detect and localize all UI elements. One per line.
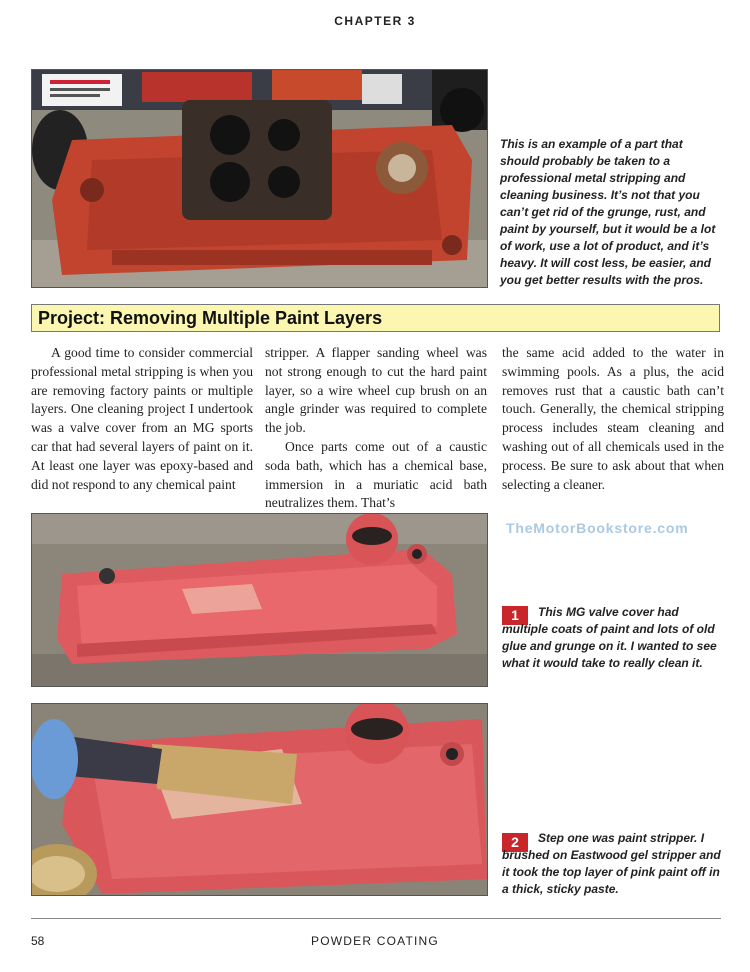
body-column-1 bbox=[31, 344, 253, 494]
paragraph: the same acid added to the water in swimming pools. As a plus, the acid removes rust that a caustic bath can’t touch. Generally, the chemical stripping process includes steam cleaning and washing out of all chemicals used in the process. Be sure to ask about that when selecting a cleaner. bbox=[502, 345, 724, 492]
figure-number-badge: 1 bbox=[502, 606, 528, 625]
section-banner bbox=[31, 304, 720, 332]
body-column-2 bbox=[265, 344, 487, 513]
figure-caption-text: This MG valve cover had multiple coats of paint and lots of old glue and grunge on it. I wanted to see what it would take to really clean it. bbox=[502, 605, 717, 670]
body-column-3 bbox=[502, 344, 724, 494]
photo-caption: This is an example of a part that should probably be taken to a professional metal stripping and cleaning business. It’s not that you can’t get rid of the grunge, rust, and paint by yourself, but it would be a lot of work, use a lot of product, and it’s heavy. It will cost less, be easier, and you get better results with the pros. bbox=[500, 137, 716, 287]
paragraph: A good time to consider commercial professional metal stripping is when you are removing factory paints or multiple layers. One cleaning project I undertook was a valve cover from an MG sports car that had several layers of paint on it. At least one layer was epoxy-based and did not respond to any chemical paint bbox=[31, 345, 253, 492]
book-title: POWDER COATING bbox=[311, 934, 439, 948]
footer-rule bbox=[31, 918, 721, 919]
figure-caption bbox=[502, 604, 722, 672]
intake-manifold-photo bbox=[31, 69, 488, 288]
figure-caption bbox=[502, 830, 722, 898]
section-title: Project: Removing Multiple Paint Layers bbox=[38, 308, 383, 328]
figure-caption-text: Step one was paint stripper. I brushed on Eastwood gel stripper and it took the top layer of pink paint off in a thick, sticky paste. bbox=[502, 831, 721, 896]
page-number: 58 bbox=[31, 934, 45, 948]
paint-stripper-photo bbox=[31, 703, 488, 896]
valve-cover-photo bbox=[31, 513, 488, 687]
figure-number-badge: 2 bbox=[502, 833, 528, 852]
chapter-header: CHAPTER 3 bbox=[334, 14, 416, 28]
watermark: TheMotorBookstore.com bbox=[506, 520, 689, 536]
paragraph: Once parts come out of a caustic soda bath, which has a chemical base, immersion in a muriatic acid bath neutralizes them. That’s bbox=[265, 438, 487, 511]
paragraph: stripper. A flapper sanding wheel was not strong enough to cut the hard paint layer, so a wire wheel cup brush on an angle grinder was required to complete the job. bbox=[265, 345, 487, 436]
